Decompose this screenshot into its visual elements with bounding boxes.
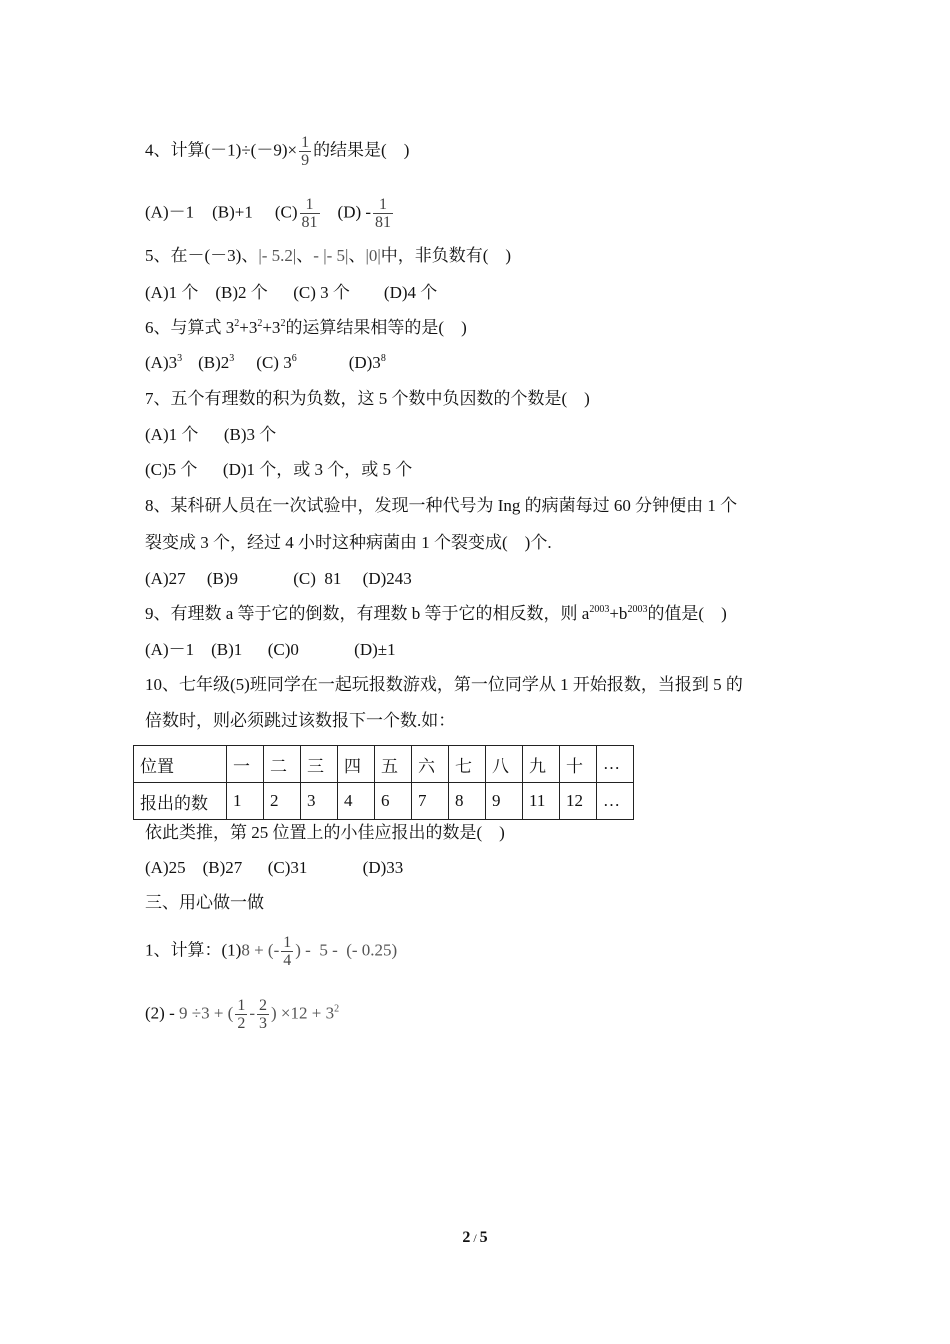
question-10-followup: 依此类推，第 25 位置上的小佳应报出的数是( ) <box>145 823 505 842</box>
q4-suffix: 的结果是( ) <box>313 140 410 160</box>
q6-option-b-exp: 3 <box>229 353 235 364</box>
table-cell: 一 <box>227 746 264 783</box>
q9-options: (A)－1 (B)1 (C)0 (D)±1 <box>145 640 396 659</box>
table-cell: 3 <box>301 783 338 820</box>
q4-option-c-fraction: $\frac{1}{81}$ <box>301 196 318 231</box>
q6-plus-2: +3 <box>262 318 281 337</box>
question-6 <box>145 317 467 339</box>
q4-option-c: (C) <box>274 202 298 222</box>
q6-plus-1: +3 <box>239 318 258 337</box>
problem-2-exp: 2 <box>334 1003 340 1015</box>
table-cell: 五 <box>375 746 412 783</box>
q10-options: (A)25 (B)27 (C)31 (D)33 <box>145 858 404 877</box>
counting-table <box>133 745 634 820</box>
table-header-position: 位置 <box>134 746 227 783</box>
table-cell: 12 <box>560 783 597 820</box>
table-cell: 8 <box>449 783 486 820</box>
problem-1-fraction: $\frac{1}{4}$ <box>283 934 292 969</box>
problem-2-expr-a: 9 ÷3 + ( <box>174 1003 234 1023</box>
q4-option-a: (A)－1 <box>145 202 195 222</box>
problem-2-fraction-1: $\frac{1}{2}$ <box>237 997 246 1032</box>
section-3-title: 三、用心做一做 <box>145 893 264 912</box>
question-7: 7、五个有理数的积为负数，这 5 个数中负因数的个数是( ) <box>145 389 590 408</box>
q4-options <box>145 196 395 231</box>
table-cell: 11 <box>523 783 560 820</box>
table-cell: 6 <box>375 783 412 820</box>
section-3-problem-1 <box>145 934 397 969</box>
table-cell: 十 <box>560 746 597 783</box>
q6-suffix: 的运算结果相等的是( ) <box>285 318 467 337</box>
q9-exp-1: 2003 <box>589 604 610 615</box>
q7-options-2: (C)5 个 (D)1 个，或 3 个，或 5 个 <box>145 460 413 479</box>
table-row <box>134 783 634 820</box>
q4-option-d-fraction: $\frac{1}{81}$ <box>375 196 392 231</box>
q5-sep-2: 、 <box>348 246 366 265</box>
q6-prefix: 6、与算式 3 <box>145 318 235 337</box>
q6-option-a-exp: 3 <box>177 353 183 364</box>
table-cell: 二 <box>264 746 301 783</box>
table-cell: 八 <box>486 746 523 783</box>
table-cell: … <box>597 783 634 820</box>
q5-options: (A)1 个 (B)2 个 (C) 3 个 (D)4 个 <box>145 283 438 302</box>
table-cell: 四 <box>338 746 375 783</box>
q9-prefix: 9、有理数 a 等于它的倒数，有理数 b 等于它的相反数，则 a <box>145 604 590 623</box>
question-9 <box>145 603 727 625</box>
q5-sep-1: 、 <box>296 246 314 265</box>
page-current: 2 <box>462 1229 471 1246</box>
q9-suffix: 的值是( ) <box>647 604 727 623</box>
problem-1-expr-a: 8 + (- <box>241 940 280 960</box>
table-cell: 7 <box>412 783 449 820</box>
question-4 <box>145 134 409 169</box>
page-number <box>0 1229 950 1247</box>
q6-exp-2: 2 <box>257 318 263 329</box>
q6-options <box>145 352 386 374</box>
problem-2-expr-b: ) ×12 + 3 <box>271 1003 335 1023</box>
question-10-line-1: 10、七年级(5)班同学在一起玩报数游戏，第一位同学从 1 开始报数，当报到 5 的 <box>145 675 743 694</box>
table-cell: 9 <box>486 783 523 820</box>
table-cell: 三 <box>301 746 338 783</box>
page-separator: / <box>470 1231 480 1245</box>
problem-2-prefix: (2) - <box>145 1003 175 1023</box>
table-cell: 1 <box>227 783 264 820</box>
q4-fraction: $\frac{1}{9}$ <box>301 134 310 169</box>
q6-exp-1: 2 <box>234 318 240 329</box>
question-8-line-2: 裂变成 3 个，经过 4 小时这种病菌由 1 个裂变成( )个. <box>145 533 552 552</box>
page-total: 5 <box>479 1229 488 1246</box>
q7-options-1: (A)1 个 (B)3 个 <box>145 425 277 444</box>
table-cell: 六 <box>412 746 449 783</box>
q6-option-d-exp: 8 <box>380 353 386 364</box>
q9-mid: +b <box>609 604 628 623</box>
table-header-number: 报出的数 <box>134 783 227 820</box>
q6-option-c-exp: 6 <box>291 353 297 364</box>
q4-option-d: (D) - <box>337 202 372 222</box>
section-3-problem-2 <box>145 997 339 1032</box>
table-cell: 九 <box>523 746 560 783</box>
q5-abs-2: - |- 5| <box>313 246 349 265</box>
table-cell: … <box>597 746 634 783</box>
question-5 <box>145 245 511 267</box>
q6-option-d: (D)3 <box>348 353 381 372</box>
q5-abs-3: |0| <box>365 246 381 265</box>
table-row <box>134 746 634 783</box>
q6-option-a: (A)3 <box>145 353 178 372</box>
question-10-line-2: 倍数时，则必须跳过该数报下一个数.如： <box>145 711 456 730</box>
problem-1-expr-b: ) - 5 - (- 0.25) <box>295 940 398 960</box>
q9-exp-2: 2003 <box>627 604 648 615</box>
q5-suffix: 中，非负数有( ) <box>380 246 512 265</box>
problem-2-minus: - <box>249 1003 255 1023</box>
q4-option-b: (B)+1 <box>212 202 253 222</box>
q6-option-c: (C) 3 <box>256 353 292 372</box>
problem-2-fraction-2: $\frac{2}{3}$ <box>259 997 267 1032</box>
q5-prefix: 5、在－(－3)、 <box>145 246 259 265</box>
q4-prefix: 4、计算(－1)÷(－9)× <box>145 140 298 160</box>
table-cell: 2 <box>264 783 301 820</box>
q6-option-b: (B)2 <box>198 353 230 372</box>
problem-1-prefix: 1、计算：(1) <box>145 940 242 960</box>
q5-abs-1: |- 5.2| <box>258 246 297 265</box>
table-cell: 七 <box>449 746 486 783</box>
q6-exp-3: 2 <box>280 318 286 329</box>
table-cell: 4 <box>338 783 375 820</box>
question-8-line-1: 8、某科研人员在一次试验中，发现一种代号为 Ing 的病菌每过 60 分钟便由 1 个 <box>145 496 738 515</box>
q8-options: (A)27 (B)9 (C) 81 (D)243 <box>145 569 412 588</box>
